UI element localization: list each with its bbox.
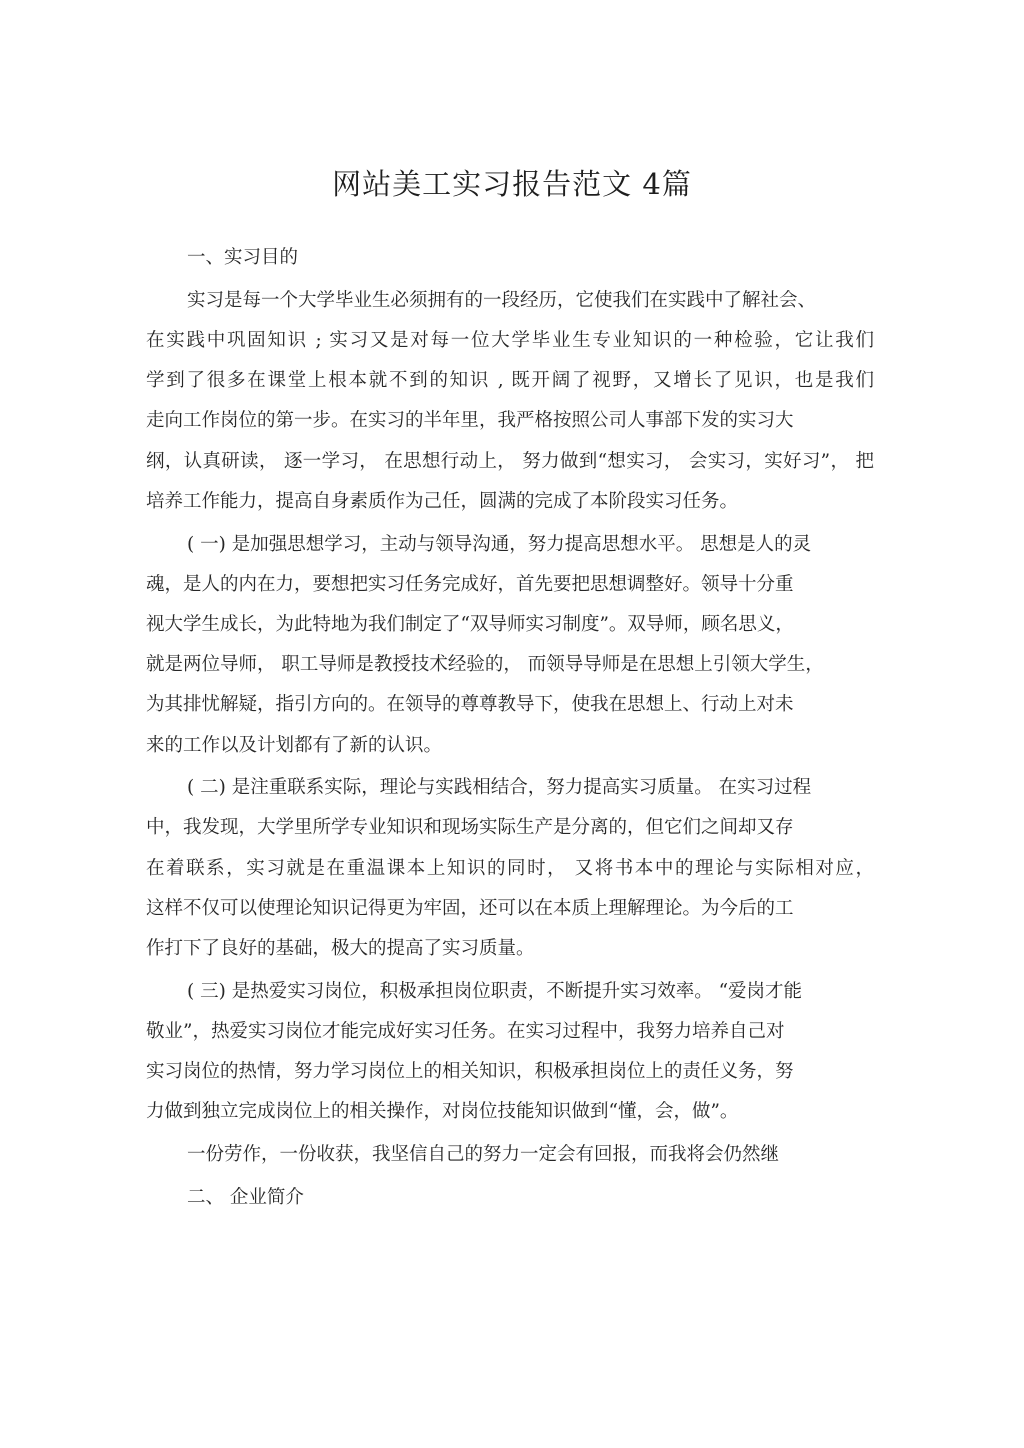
paragraph-line: 视大学生成长，为此特地为我们制定了“双导师实习制度”。双导师，顾名思义， (146, 614, 794, 635)
paragraph-line: 一份劳作，一份收获，我坚信自己的努力一定会有回报，而我将会仍然继 (187, 1144, 780, 1165)
paragraph-line: 来的工作以及计划都有了新的认识。 (146, 735, 443, 756)
paragraph-line: 敬业”，热爱实习岗位才能完成好实习任务。在实习过程中，我努力培养自己对 (146, 1021, 785, 1042)
paragraph-line: 学到了很多在课堂上根本就不到的知识 , 既开阔了视野，又增长了见识，也是我们 (146, 370, 874, 391)
paragraph-line: 魂，是人的内在力，要想把实习任务完成好，首先要把思想调整好。领导十分重 (146, 574, 794, 595)
section-heading-company: 二、 企业简介 (187, 1187, 304, 1208)
paragraph-line: 在着联系，实习就是在重温课本上知识的同时， 又将书本中的理论与实际相对应， (146, 858, 874, 879)
paragraph-line: 就是两位导师， 职工导师是教授技术经验的， 而领导导师是在思想上引领大学生， (146, 654, 824, 675)
paragraph-line: 这样不仅可以使理论知识记得更为牢固，还可以在本质上理解理论。为今后的工 (146, 898, 794, 919)
paragraph-line: 中，我发现，大学里所学专业知识和现场实际生产是分离的，但它们之间却又存 (146, 817, 794, 838)
paragraph-line: 走向工作岗位的第一步。在实习的半年里，我严格按照公司人事部下发的实习大 (146, 410, 794, 431)
paragraph-line: 力做到独立完成岗位上的相关操作，对岗位技能知识做到“懂，会，做”。 (146, 1101, 739, 1122)
paragraph-line: ( 一) 是加强思想学习，主动与领导沟通，努力提高思想水平。 思想是人的灵 (187, 534, 812, 555)
paragraph-line: 培养工作能力，提高自身素质作为己任，圆满的完成了本阶段实习任务。 (146, 491, 739, 512)
paragraph-line: 纲，认真研读， 逐一学习， 在思想行动上， 努力做到“想实习， 会实习，实好习”， 把 (146, 451, 874, 472)
paragraph-line: 在实践中巩固知识 ; 实习又是对每一位大学毕业生专业知识的一种检验，它让我们 (146, 330, 874, 351)
paragraph-line: 为其排忧解疑，指引方向的。在领导的尊尊教导下，使我在思想上、行动上对未 (146, 694, 794, 715)
section-heading-purpose: 一、实习目的 (187, 247, 299, 268)
document-title: 网站美工实习报告范文 4篇 (332, 167, 692, 201)
paragraph-line: ( 二) 是注重联系实际，理论与实践相结合，努力提高实习质量。 在实习过程 (187, 777, 812, 798)
paragraph-line: 实习是每一个大学毕业生必须拥有的一段经历，它使我们在实践中了解社会、 (187, 290, 817, 311)
paragraph-line: ( 三) 是热爱实习岗位，积极承担岗位职责，不断提升实习效率。 “爱岗才能 (187, 981, 803, 1002)
paragraph-line: 实习岗位的热情，努力学习岗位上的相关知识，积极承担岗位上的责任义务，努 (146, 1061, 794, 1082)
paragraph-line: 作打下了良好的基础，极大的提高了实习质量。 (146, 938, 535, 959)
